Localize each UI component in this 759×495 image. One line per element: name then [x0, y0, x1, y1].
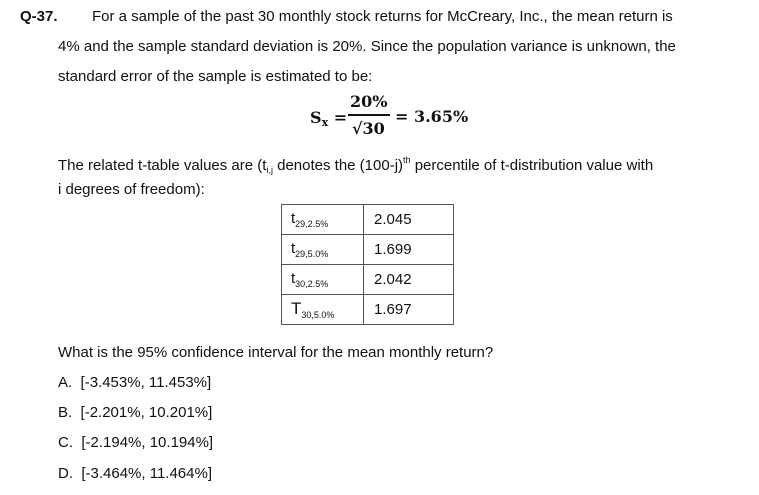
t-label: $t_{29,5.0\%}$	[282, 235, 364, 265]
question-text-line-3: standard error of the sample is estimated to be:	[58, 68, 373, 85]
table-row	[282, 265, 454, 295]
t-value: 1.699	[364, 235, 454, 265]
table-row	[282, 235, 454, 265]
related-text-line-1: The related t-table values are ($t_{i,j}$ denotes the $(100-j)^{th}$ percentile of t-distribution value with	[58, 155, 654, 175]
question-text-line-2: 4% and the sample standard deviation is 20%. Since the population variance is unknown, the	[58, 38, 676, 55]
question-text-line-1: For a sample of the past 30 monthly stock returns for McCreary, Inc., the mean return is	[92, 8, 673, 25]
t-value: 1.697	[364, 295, 454, 325]
standard-error-symbol: Sx =	[310, 108, 348, 129]
option-d[interactable]: D. [-3.464%, 11.464%]	[58, 465, 212, 482]
related-text-line-2: i degrees of freedom):	[58, 181, 205, 198]
option-c[interactable]: C. [-2.194%, 10.194%]	[58, 434, 214, 451]
formula-denominator: √30	[352, 119, 385, 138]
fraction-bar	[348, 114, 390, 116]
t-label: $t_{29,2.5\%}$	[282, 205, 364, 235]
table-row	[282, 205, 454, 235]
t-value: 2.045	[364, 205, 454, 235]
option-b[interactable]: B. [-2.201%, 10.201%]	[58, 404, 213, 421]
question-prompt: What is the 95% confidence interval for the mean monthly return?	[58, 344, 494, 361]
t-label: $t_{30,2.5\%}$	[282, 265, 364, 295]
question-number: Q-37.	[20, 8, 58, 25]
option-a[interactable]: A. [-3.453%, 11.453%]	[58, 374, 212, 391]
t-value: 2.042	[364, 265, 454, 295]
formula-numerator: 20%	[350, 92, 388, 111]
t-table	[281, 204, 454, 325]
table-row	[282, 295, 454, 325]
formula-result: = 3.65%	[395, 107, 469, 126]
t-label: $T_{30,5.0\%}$	[282, 295, 364, 325]
